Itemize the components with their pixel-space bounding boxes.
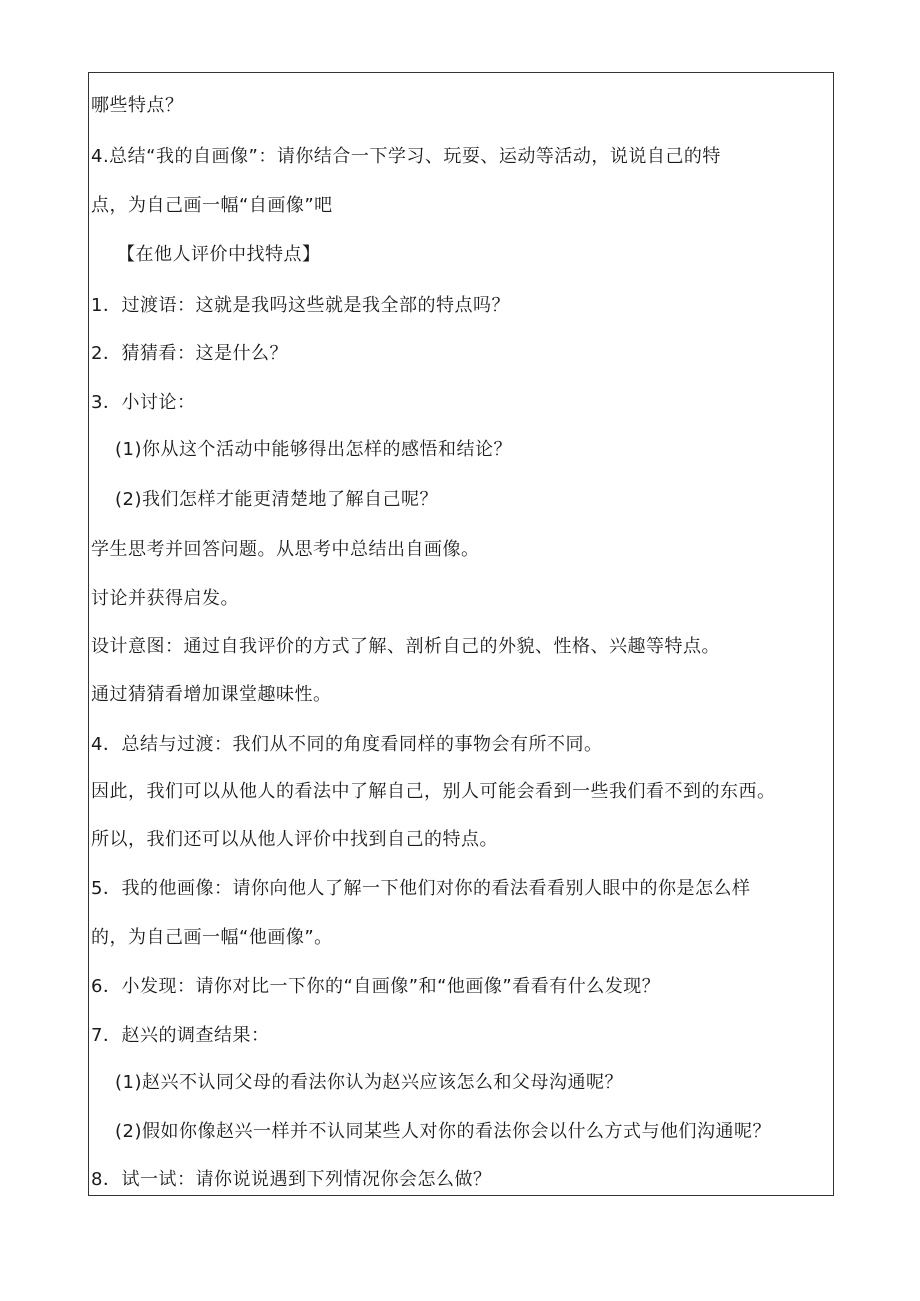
text-line: (2)我们怎样才能更清楚地了解自己呢？ — [115, 489, 438, 510]
text-line: 的，为自己画一幅“他画像”。 — [91, 927, 333, 948]
text-line: 2．猜猜看：这是什么？ — [91, 343, 288, 364]
text-line: 学生思考并回答问题。从思考中总结出自画像。 — [91, 539, 480, 560]
text-line: 7．赵兴的调查结果： — [91, 1025, 270, 1046]
text-line: (2)假如你像赵兴一样并不认同某些人对你的看法你会以什么方式与他们沟通呢？ — [115, 1121, 771, 1142]
text-line: 点，为自己画一幅“自画像”吧 — [91, 195, 333, 216]
text-line: 4.总结“我的自画像”：请你结合一下学习、玩耍、运动等活动，说说自己的特 — [91, 146, 721, 167]
text-line: 讨论并获得启发。 — [91, 588, 239, 609]
text-line: 1．过渡语：这就是我吗这些就是我全部的特点吗？ — [91, 295, 510, 316]
text-line: 8．试一试：请你说说遇到下列情况你会怎么做？ — [91, 1169, 492, 1190]
text-line: 因此，我们可以从他人的看法中了解自己，别人可能会看到一些我们看不到的东西。 — [91, 781, 776, 802]
text-line: (1)你从这个活动中能够得出怎样的感悟和结论？ — [115, 439, 512, 460]
text-line: 3．小讨论： — [91, 392, 196, 413]
text-line: 通过猜猜看增加课堂趣味性。 — [91, 684, 332, 705]
section-heading: 【在他人评价中找特点】 — [117, 244, 321, 265]
text-line: 哪些特点？ — [91, 95, 184, 116]
text-line: 4．总结与过渡：我们从不同的角度看同样的事物会有所不同。 — [91, 734, 603, 755]
text-line: 所以，我们还可以从他人评价中找到自己的特点。 — [91, 829, 498, 850]
text-line: 6．小发现：请你对比一下你的“自画像”和“他画像”看看有什么发现？ — [91, 976, 661, 997]
text-line: (1)赵兴不认同父母的看法你认为赵兴应该怎么和父母沟通呢？ — [115, 1072, 623, 1093]
text-line: 5．我的他画像：请你向他人了解一下他们对你的看法看看别人眼中的你是怎么样 — [91, 878, 751, 899]
text-line: 设计意图：通过自我评价的方式了解、剖析自己的外貌、性格、兴趣等特点。 — [91, 636, 720, 657]
